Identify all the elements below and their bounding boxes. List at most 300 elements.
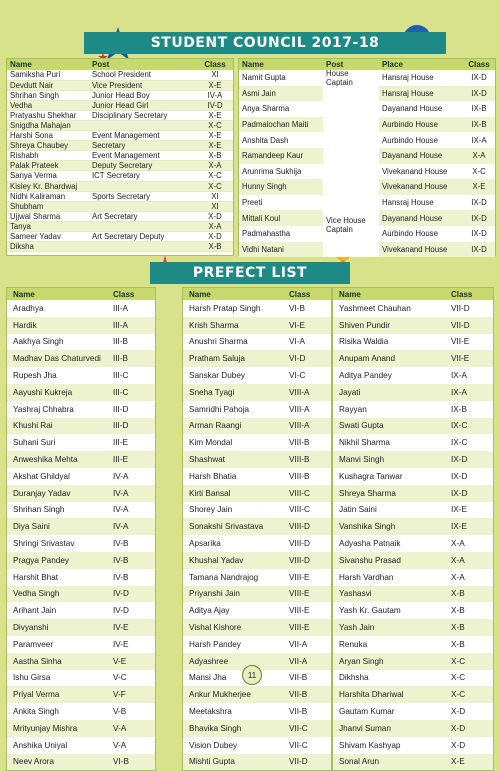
prefect-name: Bhavika Singh xyxy=(183,720,283,737)
table-row xyxy=(7,80,233,90)
table-header-row xyxy=(183,288,331,300)
table-row xyxy=(7,317,155,334)
prefect-name: Sanskar Dubey xyxy=(189,371,245,381)
prefect-name: Yashasvi xyxy=(333,586,445,603)
prefect-name: Anupam Anand xyxy=(333,350,445,367)
prefect-name: Risika Waldia xyxy=(339,337,389,347)
table-row xyxy=(7,703,155,720)
prefect-class: IV-A xyxy=(107,485,155,502)
table-row xyxy=(7,120,233,130)
member-name: Rishabh xyxy=(7,151,89,161)
prefect-name: Krish Sharma xyxy=(183,317,283,334)
prefect-class: VIII-B xyxy=(289,438,310,448)
table-row xyxy=(333,602,493,619)
table-header-row xyxy=(7,288,155,300)
table-row xyxy=(183,502,331,519)
member-post: Secretary xyxy=(89,141,197,151)
member-class: X-A xyxy=(197,161,233,171)
prefect-name: Vanshika Singh xyxy=(333,518,445,535)
prefect-class: III-A xyxy=(107,317,155,334)
prefect-name: Vishal Kishore xyxy=(183,619,283,636)
member-class: X-E xyxy=(197,141,233,151)
prefect-class: VI-E xyxy=(283,317,331,334)
table-row xyxy=(7,367,155,384)
prefect-column-1 xyxy=(6,287,156,771)
member-name: Asmi Jain xyxy=(239,86,323,102)
table-row xyxy=(183,518,331,535)
member-post xyxy=(89,120,197,130)
prefect-class: VII-E xyxy=(451,337,470,347)
member-name: Vidhi Natani xyxy=(239,242,323,258)
prefect-class: X-D xyxy=(451,707,466,717)
prefect-name: Jhanvi Suman xyxy=(333,720,445,737)
prefect-name: Arman Raangi xyxy=(183,418,283,435)
table-row xyxy=(183,367,331,384)
prefect-name: Aditya Pandey xyxy=(339,371,392,381)
col-header-place: Place xyxy=(379,59,463,70)
member-name: Snigdha Mahajan xyxy=(7,120,89,130)
prefect-name: Kushagra Tanwar xyxy=(339,471,403,481)
member-name: Ramandeep Kaur xyxy=(239,148,323,164)
prefect-class: X-C xyxy=(445,686,493,703)
table-row xyxy=(7,90,233,100)
table-row xyxy=(183,602,331,619)
table-row xyxy=(7,670,155,687)
table-row xyxy=(333,317,493,334)
prefect-name: Shashwat xyxy=(183,451,283,468)
prefect-class: VIII-E xyxy=(289,572,310,582)
table-row xyxy=(7,502,155,519)
prefect-name: Paramveer xyxy=(13,639,54,649)
member-house: Dayanand House xyxy=(382,104,443,114)
prefect-class: VI-B xyxy=(289,303,305,313)
prefect-name: Harsh Bhatia xyxy=(189,471,237,481)
prefect-name: Dikhsha xyxy=(339,673,369,683)
member-class: X-B xyxy=(197,151,233,161)
table-row xyxy=(239,101,495,117)
prefect-name: Samridhi Pahoja xyxy=(189,404,250,414)
prefect-class: IX-C xyxy=(451,438,468,448)
prefect-class: V-F xyxy=(107,686,155,703)
prefect-name: Harshita Dhariwal xyxy=(333,686,445,703)
prefect-name: Jayati xyxy=(333,384,445,401)
table-row xyxy=(7,401,155,418)
prefect-class: IV-D xyxy=(113,606,129,616)
member-class: X-A xyxy=(197,221,233,231)
prefect-name: Vedha Singh xyxy=(7,586,107,603)
table-row xyxy=(183,350,331,367)
member-post: Art Secretary Deputy xyxy=(89,232,197,242)
prefect-name: Priyal Verma xyxy=(7,686,107,703)
table-row xyxy=(7,418,155,435)
col-header-class: Class xyxy=(463,59,495,70)
member-class: X-D xyxy=(197,211,233,221)
member-post: Junior Head Girl xyxy=(89,100,197,110)
member-name: Hunny Singh xyxy=(239,179,323,195)
prefect-list-title: PREFECT LIST xyxy=(150,262,350,284)
prefect-class: IX-E xyxy=(451,505,467,515)
prefect-name: Sonakshi Srivastava xyxy=(183,518,283,535)
member-post: Vice President xyxy=(89,80,197,90)
table-row xyxy=(7,518,155,535)
member-house: Vivekanand House xyxy=(379,179,463,195)
prefect-name: Mrityunjay Mishra xyxy=(7,720,107,737)
table-row xyxy=(183,636,331,653)
table-row xyxy=(7,434,155,451)
col-header-name: Name xyxy=(183,288,283,300)
table-row xyxy=(333,418,493,435)
prefect-class: IX-B xyxy=(451,404,467,414)
prefect-name: Anshika Uniyal xyxy=(13,740,68,750)
prefect-name: Harsh Vardhan xyxy=(339,572,394,582)
prefect-class: VII-A xyxy=(283,653,331,670)
member-class: X-C xyxy=(197,181,233,191)
table-row xyxy=(333,384,493,401)
prefect-name: Anweshika Mehta xyxy=(7,451,107,468)
council-left-table xyxy=(6,58,234,256)
prefect-class: VI-A xyxy=(289,337,305,347)
table-row xyxy=(7,232,233,242)
prefect-name: Ankita Singh xyxy=(13,707,59,717)
prefect-class: IV-E xyxy=(107,619,155,636)
prefect-class: X-B xyxy=(451,606,465,616)
prefect-name: Swati Gupta xyxy=(333,418,445,435)
prefect-name: Harsh Pandey xyxy=(189,639,241,649)
table-row xyxy=(183,317,331,334)
table-row xyxy=(7,110,233,120)
prefect-class: VI-D xyxy=(283,350,331,367)
table-row xyxy=(7,485,155,502)
prefect-name: Shiven Pundir xyxy=(333,317,445,334)
table-row xyxy=(7,300,155,317)
prefect-name: Tamana Nandrajog xyxy=(189,572,259,582)
prefect-name: Sneha Tyagi xyxy=(183,384,283,401)
prefect-name: Neev Arora xyxy=(7,754,107,771)
member-house: Aurbindo House xyxy=(382,229,438,239)
table-row xyxy=(239,195,495,211)
table-row xyxy=(7,720,155,737)
vice-house-captain-post: Vice House Captain xyxy=(323,195,379,257)
table-row xyxy=(333,703,493,720)
prefect-name: Kirti Bansal xyxy=(183,485,283,502)
prefect-name: Adyashree xyxy=(183,653,283,670)
prefect-class: V-C xyxy=(113,673,127,683)
prefect-class: X-C xyxy=(451,673,466,683)
prefect-class: III-A xyxy=(113,303,129,313)
prefect-class: VI-B xyxy=(107,754,155,771)
student-council-title: STUDENT COUNCIL 2017-18 xyxy=(84,32,446,54)
member-name: Preeti xyxy=(242,198,263,208)
prefect-class: IX-A xyxy=(445,384,493,401)
member-name: Pratyashu Shekhar xyxy=(7,110,89,120)
prefect-name: Harsh Pratap Singh xyxy=(189,303,261,313)
prefect-class: IV-A xyxy=(113,471,129,481)
table-row xyxy=(183,384,331,401)
prefect-name: Mishti Gupta xyxy=(183,754,283,771)
table-row xyxy=(7,535,155,552)
table-row xyxy=(333,737,493,754)
table-row xyxy=(183,686,331,703)
prefect-name: Sonal Arun xyxy=(333,754,445,771)
member-class: IX-B xyxy=(471,104,487,114)
table-row xyxy=(7,181,233,191)
prefect-name: Aakhya Singh xyxy=(13,337,64,347)
member-class: X-C xyxy=(197,120,233,130)
table-row xyxy=(333,334,493,351)
table-row xyxy=(7,737,155,754)
prefect-class: VII-B xyxy=(283,686,331,703)
prefect-class: III-D xyxy=(107,418,155,435)
col-header-name: Name xyxy=(7,288,107,300)
table-row xyxy=(333,754,493,771)
member-name: Harshi Sona xyxy=(7,131,89,141)
member-name: Palak Prateek xyxy=(7,161,89,171)
member-post: Event Management xyxy=(89,151,197,161)
table-row xyxy=(183,703,331,720)
member-name: Samiksha Puri xyxy=(7,70,89,80)
prefect-name: Aastha Sinha xyxy=(7,653,107,670)
table-row xyxy=(7,754,155,771)
table-row xyxy=(183,720,331,737)
member-house: Aurbindo House xyxy=(382,135,438,145)
member-name: Ujjwal Sharma xyxy=(7,211,89,221)
prefect-name: Apsarika xyxy=(189,539,221,549)
table-row xyxy=(7,468,155,485)
table-row xyxy=(183,737,331,754)
member-class: XI xyxy=(197,201,233,211)
prefect-class: IX-E xyxy=(445,518,493,535)
prefect-name: Aryan Singh xyxy=(333,653,445,670)
member-name: Sameer Yadav xyxy=(7,232,89,242)
table-row xyxy=(7,569,155,586)
table-row xyxy=(7,221,233,231)
page-number: 11 xyxy=(242,665,262,685)
table-row xyxy=(183,401,331,418)
table-row xyxy=(7,552,155,569)
prefect-name: Diya Saini xyxy=(7,518,107,535)
table-row xyxy=(7,191,233,201)
col-header-class: Class xyxy=(107,288,155,300)
table-row xyxy=(239,70,495,86)
member-name: Anya Sharma xyxy=(242,104,290,114)
prefect-name: Shreya Sharma xyxy=(333,485,445,502)
prefect-class: X-A xyxy=(451,539,465,549)
prefect-name: Khushi Rai xyxy=(7,418,107,435)
table-row xyxy=(7,653,155,670)
member-post: ICT Secretary xyxy=(89,171,197,181)
table-row xyxy=(183,485,331,502)
table-row xyxy=(333,586,493,603)
member-post: Deputy Secretary xyxy=(89,161,197,171)
member-class: IX-D xyxy=(471,198,487,208)
member-name: Shubham xyxy=(7,201,89,211)
prefect-name: Gautam Kumar xyxy=(339,707,395,717)
table-row xyxy=(7,602,155,619)
prefect-name: Shrihan Singh xyxy=(13,505,65,515)
prefect-class: X-A xyxy=(445,552,493,569)
prefect-name: Aradhya xyxy=(13,303,44,313)
table-row xyxy=(7,686,155,703)
member-class: IX-B xyxy=(463,117,495,133)
prefect-class: VII-E xyxy=(445,350,493,367)
prefect-name: Arihant Jain xyxy=(13,606,57,616)
table-row xyxy=(7,171,233,181)
prefect-class: IV-A xyxy=(107,518,155,535)
member-name: Shreya Chaubey xyxy=(7,141,89,151)
table-row xyxy=(333,552,493,569)
prefect-name: Yashraj Chhabra xyxy=(13,404,74,414)
prefect-class: VIII-D xyxy=(283,518,331,535)
member-post: School President xyxy=(89,70,197,80)
member-post xyxy=(89,201,197,211)
prefect-name: Hardik xyxy=(7,317,107,334)
member-name: Vedha xyxy=(7,100,89,110)
prefect-class: X-D xyxy=(445,720,493,737)
prefect-class: IX-C xyxy=(445,418,493,435)
prefect-name: Madhav Das Chaturvedi xyxy=(7,350,107,367)
table-row xyxy=(183,468,331,485)
table-row xyxy=(7,201,233,211)
prefect-name: Rayyan xyxy=(339,404,367,414)
table-row xyxy=(7,151,233,161)
prefect-name: Kim Mondal xyxy=(189,438,233,448)
member-class: X-C xyxy=(472,166,486,176)
prefect-class: X-B xyxy=(451,639,465,649)
prefect-name: Suhani Suri xyxy=(13,438,56,448)
prefect-class: IV-B xyxy=(113,539,129,549)
prefect-class: VII-D xyxy=(283,754,331,771)
prefect-class: III-E xyxy=(113,438,129,448)
col-header-post: Post xyxy=(323,59,379,70)
table-row xyxy=(333,670,493,687)
table-row xyxy=(183,434,331,451)
prefect-class: VIII-E xyxy=(283,619,331,636)
prefect-class: VI-C xyxy=(289,371,306,381)
prefect-name: Renuka xyxy=(339,639,368,649)
member-house: Vivekanand House xyxy=(382,166,448,176)
member-name: Sanya Verma xyxy=(7,171,89,181)
table-row xyxy=(7,636,155,653)
prefect-class: V-A xyxy=(113,740,127,750)
table-row xyxy=(7,619,155,636)
prefect-class: IX-D xyxy=(445,451,493,468)
member-house: Hansraj House xyxy=(379,86,463,102)
member-class: X-D xyxy=(197,232,233,242)
member-class: X-B xyxy=(197,242,233,252)
post-spacer xyxy=(323,101,379,195)
prefect-class: VIII-D xyxy=(283,552,331,569)
prefect-name: Akshat Ghildyal xyxy=(13,471,70,481)
member-class: IX-A xyxy=(471,135,487,145)
table-row xyxy=(7,350,155,367)
prefect-class: VII-A xyxy=(289,639,308,649)
table-row xyxy=(7,141,233,151)
prefect-name: Harshit Bhat xyxy=(13,572,59,582)
table-row xyxy=(7,451,155,468)
member-house: Dayanand House xyxy=(379,210,463,226)
prefect-name: Nikhil Sharma xyxy=(339,438,390,448)
member-name: Padmalochan Maiti xyxy=(239,117,323,133)
member-post xyxy=(89,221,197,231)
member-name: Namit Gupta xyxy=(242,73,286,83)
table-row xyxy=(333,401,493,418)
col-header-post: Post xyxy=(89,59,197,70)
prefect-name: Mansi Jha xyxy=(189,673,227,683)
prefect-name: Khushal Yadav xyxy=(183,552,283,569)
prefect-class: III-D xyxy=(113,404,129,414)
prefect-class: VIII-D xyxy=(289,539,310,549)
table-row xyxy=(183,334,331,351)
prefect-class: III-E xyxy=(107,451,155,468)
prefect-name: Adyasha Patnaik xyxy=(339,539,401,549)
table-row xyxy=(183,754,331,771)
member-house: Dayanand House xyxy=(379,148,463,164)
table-header-row xyxy=(239,59,495,70)
prefect-name: Pragya Pandey xyxy=(7,552,107,569)
prefect-name: Shorey Jain xyxy=(189,505,233,515)
table-row xyxy=(7,131,233,141)
prefect-name: Divyanshi xyxy=(7,619,107,636)
col-header-name: Name xyxy=(7,59,89,70)
prefect-class: VIII-C xyxy=(283,485,331,502)
member-class: X-E xyxy=(463,179,495,195)
prefect-name: Vision Dubey xyxy=(189,740,238,750)
member-class: X-A xyxy=(463,148,495,164)
prefect-class: X-A xyxy=(451,572,465,582)
prefect-name: Shringi Srivastav xyxy=(13,539,75,549)
member-class: X-C xyxy=(197,171,233,181)
table-row xyxy=(333,434,493,451)
prefect-class: VIII-A xyxy=(289,404,310,414)
prefect-class: VII-C xyxy=(283,720,331,737)
member-house: Hansraj House xyxy=(382,198,434,208)
member-class: IX-D xyxy=(463,210,495,226)
prefect-class: IV-A xyxy=(113,505,129,515)
member-house: Vivekanand House xyxy=(379,242,463,258)
prefect-class: III-B xyxy=(107,350,155,367)
prefect-class: IX-D xyxy=(451,471,468,481)
table-row xyxy=(7,100,233,110)
member-name: Devdutt Nair xyxy=(7,80,89,90)
member-class: X-E xyxy=(197,110,233,120)
member-class: XI xyxy=(197,191,233,201)
table-row xyxy=(7,242,233,252)
table-row xyxy=(7,334,155,351)
col-header-class: Class xyxy=(445,288,493,300)
prefect-name: Manvi Singh xyxy=(333,451,445,468)
member-name: Shrihan Singh xyxy=(7,90,89,100)
table-row xyxy=(333,636,493,653)
member-class: IX-D xyxy=(471,73,487,83)
table-row xyxy=(7,384,155,401)
member-class: X-E xyxy=(197,80,233,90)
prefect-class: VIII-E xyxy=(289,606,310,616)
member-name: Anshita Dash xyxy=(242,135,289,145)
member-class: IV-A xyxy=(197,90,233,100)
col-header-name: Name xyxy=(239,59,323,70)
prefect-class: IV-B xyxy=(107,552,155,569)
table-row xyxy=(333,686,493,703)
member-post: Event Management xyxy=(89,131,197,141)
member-house: Aurbindo House xyxy=(379,117,463,133)
member-name: Mittali Koul xyxy=(239,210,323,226)
prefect-class: V-E xyxy=(107,653,155,670)
member-post: Art Secretary xyxy=(89,211,197,221)
table-row xyxy=(333,535,493,552)
table-row xyxy=(183,300,331,317)
prefect-class: VIII-B xyxy=(289,471,310,481)
prefect-name: Meetakshra xyxy=(189,707,232,717)
